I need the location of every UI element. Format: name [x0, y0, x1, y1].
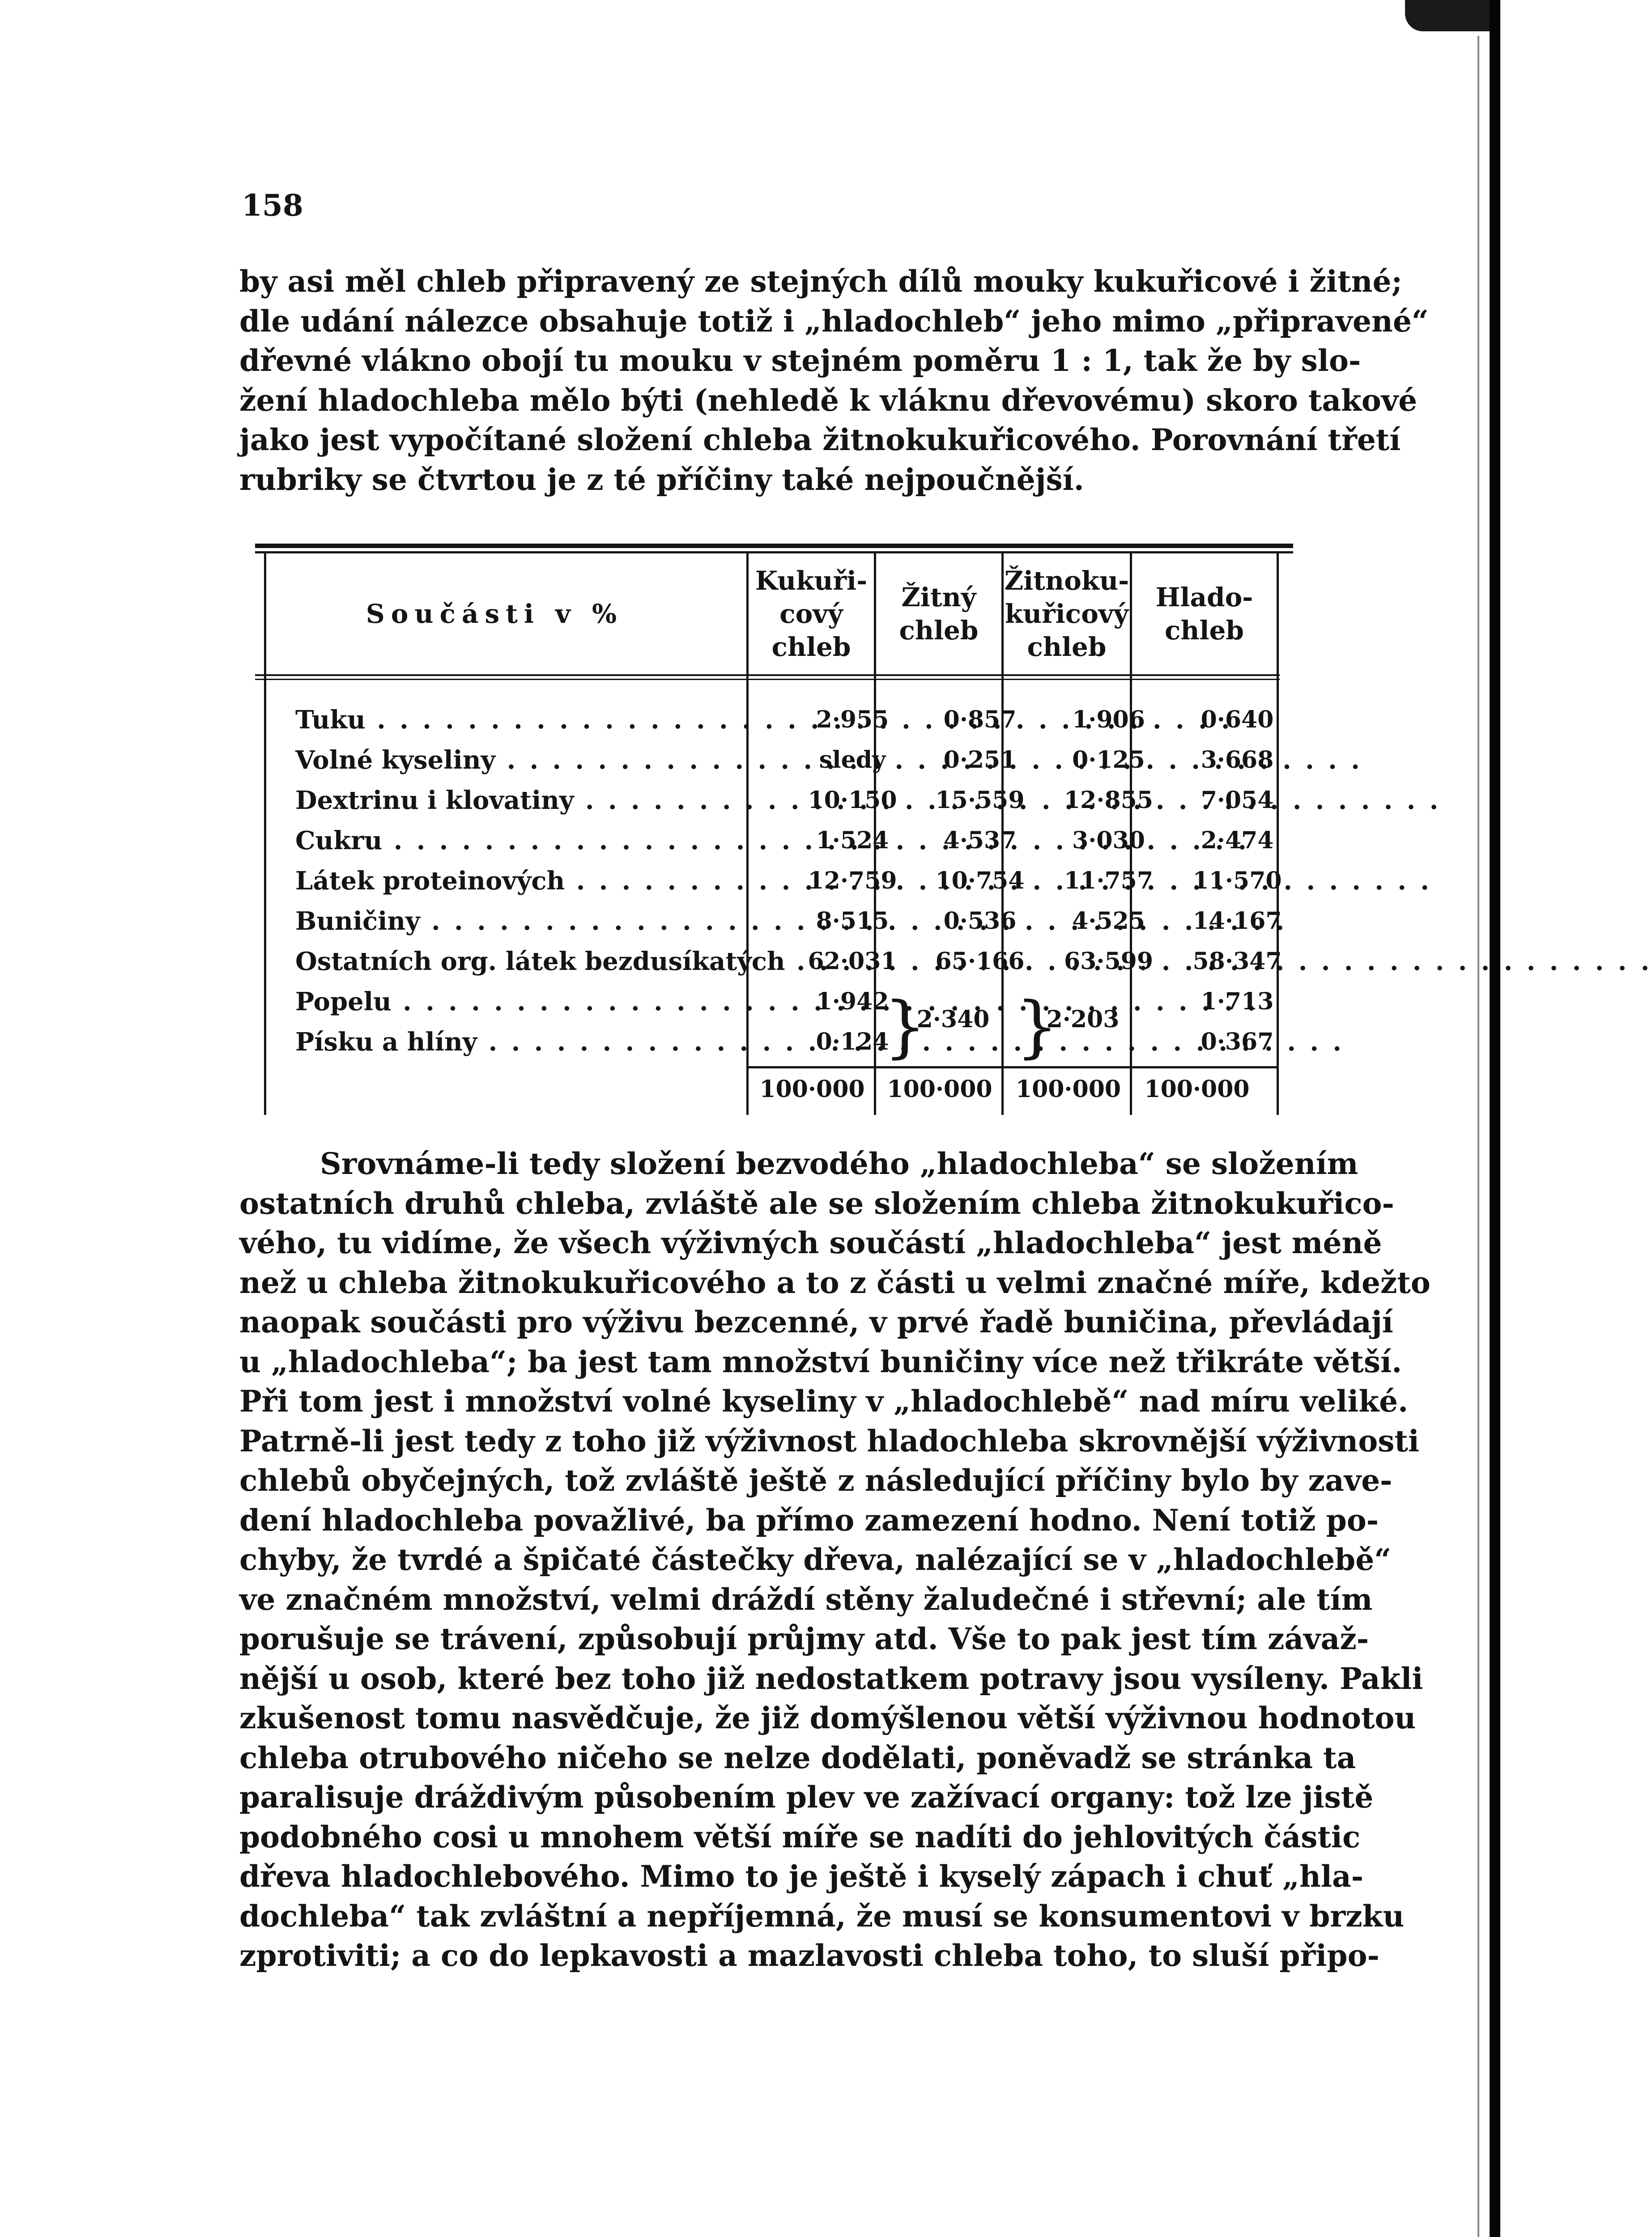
- text-line: chyby, že tvrdé a špičaté částečky dřeva, nalézající se v „hladochlebě“: [239, 1542, 1392, 1577]
- col-head-line: Hlado-: [1155, 582, 1253, 612]
- cell-value: 58·347: [1192, 948, 1282, 975]
- cell-value: 0·536: [943, 907, 1017, 935]
- row-label: Popelu . . .: [295, 982, 743, 1021]
- cell-value: 10·754: [935, 867, 1025, 894]
- table-top-rule: [255, 544, 1293, 553]
- text-line: naopak součásti pro výživu bezcenné, v prvé řadě buničina, převládají: [239, 1305, 1393, 1340]
- paragraph-1: [239, 262, 1429, 499]
- text-line: chlebů obyčejných, tož zvláště ještě z následující příčiny bylo by zave-: [239, 1463, 1392, 1498]
- table-total-row: [255, 1069, 1293, 1110]
- table-row: [295, 821, 1293, 860]
- text-line: by asi měl chleb připravený ze stejných dílů mouky kukuřicové i žitné;: [239, 264, 1402, 299]
- cell-value: 3·668: [1201, 746, 1274, 774]
- table-row: [295, 861, 1293, 901]
- total-value: 100·000: [1144, 1076, 1250, 1103]
- col-head-line: chleb: [771, 632, 851, 662]
- row-label: Cukru . . .: [295, 821, 743, 860]
- col-head-kukuricovy: [749, 553, 874, 674]
- text-line: Srovnáme-li tedy složení bezvodého „hladochleba“ se složením: [320, 1146, 1358, 1181]
- text-line: než u chleba žitnokukuřicového a to z části u velmi značné míře, kdežto: [239, 1265, 1431, 1300]
- cell-value: 1·524: [816, 827, 889, 854]
- text-line: žení hladochleba mělo býti (nehledě k vláknu dřevovému) skoro takové: [239, 383, 1418, 418]
- col-head-line: Žitnoku-: [1004, 566, 1129, 596]
- text-line: rubriky se čtvrtou je z té příčiny také nejpoučnější.: [239, 462, 1084, 497]
- text-line: nější u osob, které bez toho již nedostatkem potravy jsou vysíleny. Pakli: [239, 1661, 1423, 1696]
- cell-value: 12·759: [808, 867, 897, 894]
- text-line: dřeva hladochlebového. Mimo to je ještě i kyselý zápach i chuť „hla-: [239, 1859, 1364, 1894]
- col-head-line: Kukuři-: [755, 566, 868, 596]
- cell-value: 1·906: [1072, 706, 1145, 733]
- col-head-line: kuřicový: [1005, 599, 1129, 629]
- col-head-hladochleb: [1132, 553, 1277, 674]
- table-row: [295, 740, 1293, 780]
- table-row: [295, 942, 1293, 981]
- composition-table: [255, 544, 1293, 1123]
- merged-cell-value: 2·340: [916, 1006, 990, 1033]
- cell-value: 1·713: [1201, 988, 1274, 1015]
- row-label: Písku a hlíny . . .: [295, 1022, 743, 1062]
- text-line: ostatních druhů chleba, zvláště ale se složením chleba žitnokukuřico-: [239, 1186, 1394, 1221]
- cell-value: 4·537: [943, 827, 1017, 854]
- table-row: [295, 902, 1293, 941]
- cell-value: 7·054: [1201, 787, 1274, 814]
- text-line: paralisuje dráždivým působením plev ve zažívací organy: tož lze jistě: [239, 1780, 1374, 1815]
- text-line: jako jest vypočítané složení chleba žitnokukuřicového. Porovnání třetí: [239, 422, 1401, 457]
- cell-value: 0·367: [1201, 1028, 1274, 1055]
- col-head-zitny: [876, 553, 1001, 674]
- cell-value: 15·559: [935, 787, 1025, 814]
- table-row: [295, 1022, 1293, 1062]
- cell-value: 2·955: [816, 706, 889, 733]
- cell-value: 0·640: [1201, 706, 1274, 733]
- page-number: 158: [242, 188, 303, 223]
- table-row: [295, 982, 1293, 1021]
- scan-edge-top: [1405, 0, 1494, 31]
- scan-edge-right: [1490, 0, 1500, 2237]
- row-label: Ostatních org. látek bezdusíkatých . . .: [295, 942, 743, 981]
- cell-value: 11·570: [1192, 867, 1282, 894]
- cell-value: 4·525: [1072, 907, 1145, 935]
- text-line: vého, tu vidíme, že všech výživných součástí „hladochleba“ jest méně: [239, 1225, 1382, 1260]
- row-label: Buničiny . . .: [295, 902, 743, 941]
- row-label: Dextrinu i klovatiny . . .: [295, 781, 743, 820]
- col-head-line: chleb: [899, 615, 979, 646]
- text-line: dřevné vlákno obojí tu mouku v stejném poměru 1 : 1, tak že by slo-: [239, 343, 1361, 378]
- text-line: zprotiviti; a co do lepkavosti a mazlavosti chleba toho, to sluší připo-: [239, 1938, 1380, 1973]
- cell-value: 2·474: [1201, 827, 1274, 854]
- col-head-zitnokukuricovy: [1004, 553, 1130, 674]
- col-head-line: chleb: [1165, 615, 1244, 646]
- cell-value: 0·251: [943, 746, 1017, 774]
- cell-value: 62·031: [808, 948, 897, 975]
- total-value: 100·000: [759, 1076, 865, 1103]
- text-line: Při tom jest i množství volné kyseliny v „hladochlebě“ nad míru veliké.: [239, 1384, 1409, 1419]
- cell-value: 0·857: [943, 706, 1017, 733]
- text-line: Patrně-li jest tedy z toho již výživnost hladochleba skrovnější výživnosti: [239, 1423, 1419, 1459]
- brace-symbol: }: [1016, 988, 1059, 1066]
- row-label: Látek proteinových . . .: [295, 861, 743, 901]
- text-line: dení hladochleba považlivé, ba přímo zamezení hodno. Není totiž po-: [239, 1502, 1379, 1538]
- cell-value: 10·150: [808, 787, 897, 814]
- col-head-line: chleb: [1027, 632, 1107, 662]
- cell-value: 12·855: [1064, 787, 1153, 814]
- cell-value: 14·167: [1192, 907, 1282, 935]
- cell-value: 3·030: [1072, 827, 1145, 854]
- table-row: [295, 700, 1293, 740]
- cell-value: 0·124: [816, 1028, 889, 1055]
- text-line: u „hladochleba“; ba jest tam množství buničiny více než třikráte větší.: [239, 1344, 1402, 1379]
- text-line: zkušenost tomu nasvědčuje, že již domýšlenou větší výživnou hodnotou: [239, 1701, 1416, 1735]
- table-row: [295, 781, 1293, 820]
- table-sum-rule: [746, 1066, 1279, 1068]
- text-line: dle udání nálezce obsahuje totiž i „hladochleb“ jeho mimo „připravené“: [239, 303, 1429, 339]
- cell-value: 1·942: [816, 988, 889, 1015]
- cell-value: 63·599: [1064, 948, 1153, 975]
- table-header-rule: [255, 679, 1280, 680]
- col-head-line: cový: [779, 599, 843, 629]
- row-label: Volné kyseliny . . .: [295, 740, 743, 780]
- merged-cell-value: 2·203: [1046, 1006, 1120, 1033]
- scan-edge-line: [1477, 36, 1479, 2237]
- table-header-rule: [255, 674, 1280, 676]
- cell-value: 65·166: [935, 948, 1025, 975]
- row-label: Tuku . . .: [295, 700, 743, 740]
- text-line: chleba otrubového ničeho se nelze dodělati, poněvadž se stránka ta: [239, 1740, 1356, 1775]
- text-line: dochleba“ tak zvláštní a nepříjemná, že musí se konsumentovi v brzku: [239, 1898, 1405, 1934]
- total-value: 100·000: [887, 1076, 992, 1103]
- paragraph-2: [239, 1144, 1431, 1976]
- cell-value: 8·515: [816, 907, 889, 935]
- cell-value: 0·125: [1072, 746, 1145, 774]
- text-line: ve značném množství, velmi dráždí stěny žaludečné i střevní; ale tím: [239, 1582, 1373, 1617]
- cell-value: 11·757: [1064, 867, 1153, 894]
- text-line: podobného cosi u mnohem větší míře se nadíti do jehlovitých částic: [239, 1819, 1361, 1854]
- table-header-components: Součásti v %: [366, 599, 623, 629]
- cell-value: sledy: [819, 746, 886, 774]
- text-line: porušuje se trávení, způsobují průjmy atd. Vše to pak jest tím závaž-: [239, 1621, 1369, 1656]
- col-head-line: Žitný: [901, 582, 976, 612]
- brace-symbol: }: [884, 988, 927, 1066]
- total-value: 100·000: [1015, 1076, 1121, 1103]
